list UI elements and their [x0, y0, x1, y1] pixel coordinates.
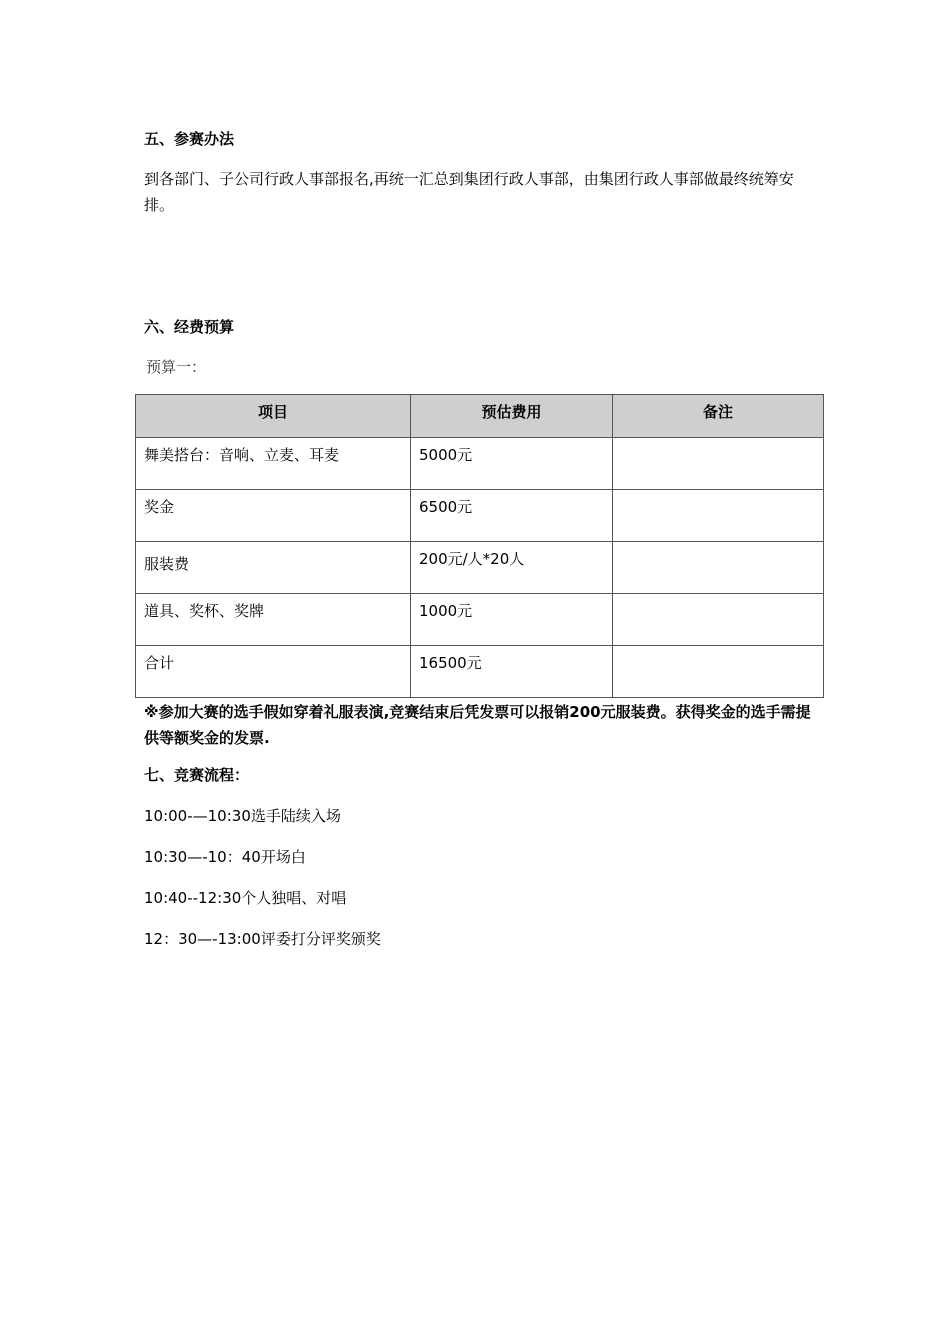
- cell-item: 合计: [136, 646, 411, 698]
- cell-cost: 16500元: [411, 646, 613, 698]
- cell-item: 奖金: [136, 490, 411, 542]
- budget-table: [135, 394, 824, 698]
- schedule-item: 10:00-—10:30选手陆续入场: [144, 807, 341, 825]
- header-cost: 预估费用: [411, 395, 613, 438]
- header-item: 项目: [136, 395, 411, 438]
- section7-heading: 七、竞赛流程：: [144, 766, 250, 784]
- table-header-row: [136, 395, 824, 438]
- cell-item: 道具、奖杯、奖牌: [136, 594, 411, 646]
- cell-item: 舞美搭台：音响、立麦、耳麦: [136, 438, 411, 490]
- table-row: [136, 542, 824, 594]
- reimbursement-note: ※参加大赛的选手假如穿着礼服表演,竞赛结束后凭发票可以报销200元服装费。获得奖金的选手需提供等额奖金的发票.: [144, 703, 811, 747]
- section6-heading: 六、经费预算: [144, 318, 235, 336]
- section5-heading: 五、参赛办法: [144, 130, 235, 148]
- cell-cost: 5000元: [411, 438, 613, 490]
- schedule-item: 10:30—-10：40开场白: [144, 848, 306, 866]
- table-row: [136, 646, 824, 698]
- cell-remark: [613, 646, 824, 698]
- schedule-item: 12：30—-13:00评委打分评奖颁奖: [144, 930, 381, 948]
- cell-remark: [613, 490, 824, 542]
- header-remark: 备注: [613, 395, 824, 438]
- table-row: [136, 438, 824, 490]
- cell-cost: 6500元: [411, 490, 613, 542]
- cell-remark: [613, 438, 824, 490]
- table-row: [136, 594, 824, 646]
- cell-cost: 1000元: [411, 594, 613, 646]
- cell-cost: 200元/人*20人: [411, 542, 613, 594]
- cell-remark: [613, 594, 824, 646]
- budget-label: 预算一：: [146, 358, 207, 376]
- cell-item: 服装费: [136, 542, 411, 594]
- schedule-item: 10:40--12:30个人独唱、对唱: [144, 889, 347, 907]
- cell-remark: [613, 542, 824, 594]
- section5-text: 到各部门、子公司行政人事部报名,再统一汇总到集团行政人事部，由集团行政人事部做最终统筹安排。: [144, 170, 794, 214]
- table-row: [136, 490, 824, 542]
